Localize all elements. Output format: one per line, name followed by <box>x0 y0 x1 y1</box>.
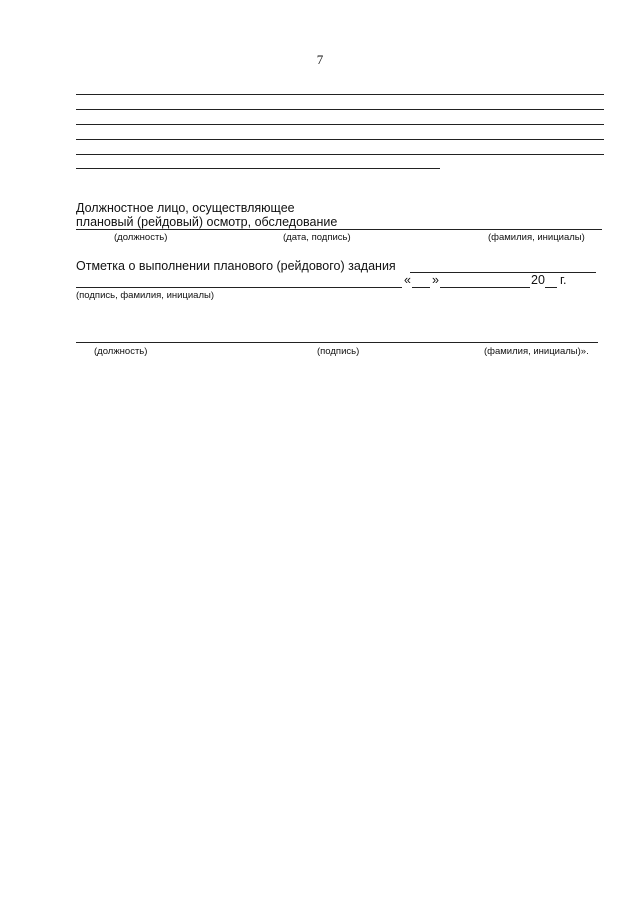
date-year-field <box>545 287 557 288</box>
blank-line <box>76 109 604 110</box>
date-quote-close: » <box>432 273 439 287</box>
final-signature-line <box>76 342 598 343</box>
date-year-suffix: г. <box>560 273 567 287</box>
date-quote-open: « <box>404 273 411 287</box>
final-caption-signature: (подпись) <box>317 346 360 357</box>
official-caption-date-signature: (дата, подпись) <box>283 232 351 243</box>
final-caption-position: (должность) <box>94 346 148 357</box>
page-number: 7 <box>316 52 324 67</box>
blank-line <box>76 154 604 155</box>
final-caption-name: (фамилия, инициалы)». <box>484 346 589 357</box>
blank-line <box>76 139 604 140</box>
blank-line <box>76 94 604 95</box>
blank-line <box>76 168 440 169</box>
date-month-field <box>440 287 530 288</box>
completion-signature-line <box>76 287 402 288</box>
completion-caption-signature-name: (подпись, фамилия, инициалы) <box>76 290 214 301</box>
official-underline <box>76 229 602 230</box>
official-caption-position: (должность) <box>114 232 168 243</box>
date-day-field <box>412 287 430 288</box>
blank-line <box>76 124 604 125</box>
official-label-line2: плановый (рейдовый) осмотр, обследование <box>76 215 338 229</box>
official-label-line1: Должностное лицо, осуществляющее <box>76 201 295 215</box>
date-year-prefix: 20 <box>531 273 545 287</box>
completion-mark-label: Отметка о выполнении планового (рейдового) задания <box>76 259 396 273</box>
official-caption-name: (фамилия, инициалы) <box>488 232 585 243</box>
